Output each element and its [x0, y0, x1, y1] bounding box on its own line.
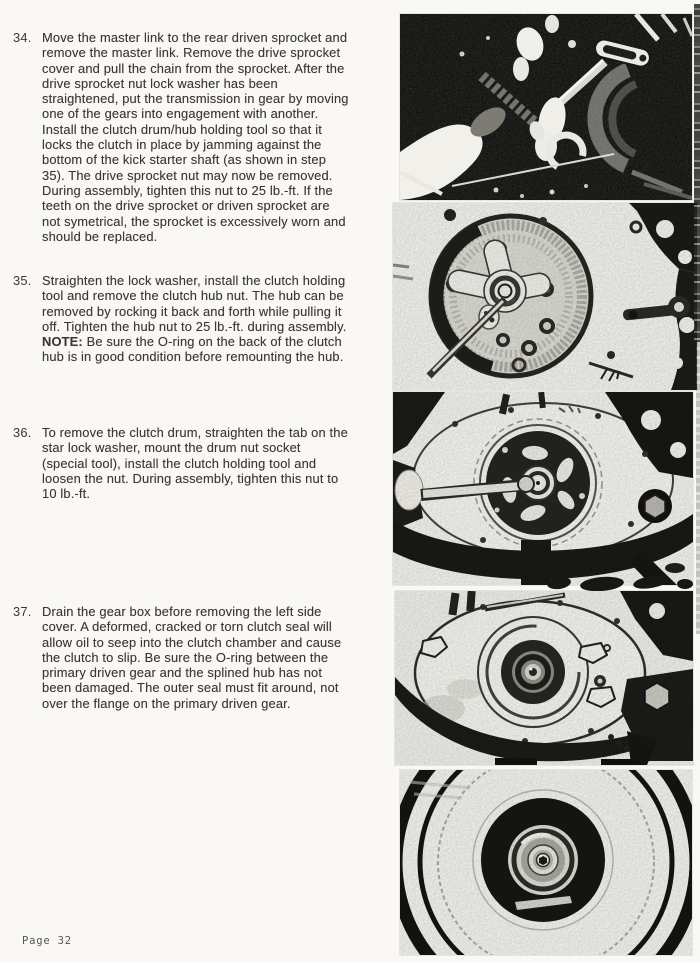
clutch-hub-holding-tool-photo: [393, 203, 697, 390]
drive-sprocket-tools-photo: [400, 14, 692, 200]
instruction-step-34: [13, 30, 353, 244]
scan-edge-artifact-faint: [696, 342, 700, 634]
instruction-step-36: [13, 425, 353, 501]
instruction-step-37: [13, 604, 353, 711]
instruction-step-35: [13, 273, 353, 365]
scan-edge-artifact: [694, 4, 700, 342]
step-text: Move the master link to the rear driven sprocket and remove the master link. Remove the drive sprocket cover and pull the chain from the sprocket. After the drive sprocket nut lock washer has been straightened, put the transmission in gear by moving one of the gears into engagement with another. Install the clutch drum/hub holding tool so that it locks the clutch in place by jamming against the bottom of the kick starter shaft (as shown in step 35). The drive sprocket nut may now be removed. During assembly, tighten this nut to 25 lb.-ft. If the teeth on the drive sprocket or driven sprocket are not symetrical, the sprocket is excessively worn and should be replaced.: [42, 30, 349, 244]
step-number: 34.: [13, 30, 32, 45]
step-text: Drain the gear box before removing the left side cover. A deformed, cracked or torn clutch seal will allow oil to seep into the clutch chamber and cause the clutch to slip. Be sure the O-ring between the primary driven gear and the splined hub has not been damaged. The outer seal must fit around, not over the flange on the primary driven gear.: [42, 604, 342, 711]
left-side-cover-photo: [395, 591, 693, 765]
seal-closeup-photo: [400, 770, 692, 955]
scan-ink-smudge: [545, 574, 695, 592]
step-number: 36.: [13, 425, 32, 440]
step-number: 35.: [13, 273, 32, 288]
clutch-drum-wrench-photo: [393, 392, 693, 585]
step-number: 37.: [13, 604, 32, 619]
step-text: To remove the clutch drum, straighten the tab on the star lock washer, mount the drum nut socket (special tool), install the clutch holding tool and loosen the nut. During assembly, tighten this nut to 10 lb.-ft.: [42, 425, 348, 502]
page-number: Page 32: [22, 935, 72, 947]
step-text: Straighten the lock washer, install the clutch holding tool and remove the clutch hub nut. The hub can be removed by rocking it back and forth while pulling it off. Tighten the hub nut to 25 lb.-ft. during assembly. NOTE: Be sure the O-ring on the back of the clutch hub is in good condition before remounting the hub.: [42, 273, 347, 365]
